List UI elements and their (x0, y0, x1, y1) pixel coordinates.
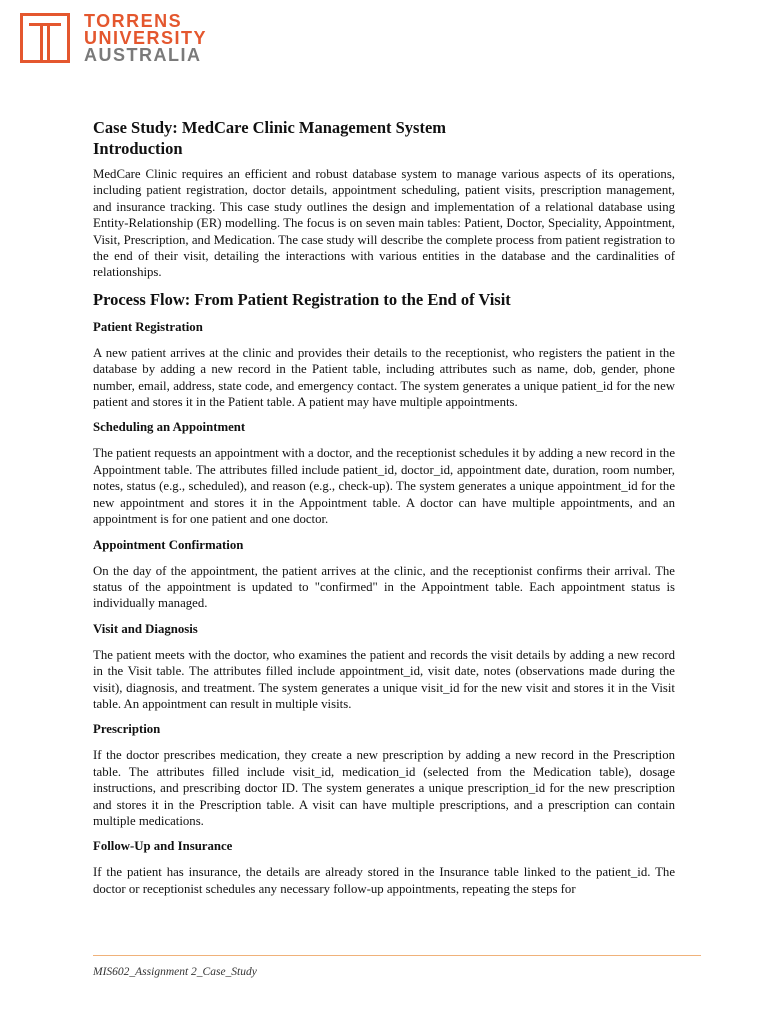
document-title: Case Study: MedCare Clinic Management System (93, 118, 447, 137)
intro-paragraph: MedCare Clinic requires an efficient and robust database system to manage various aspects of its operations, including patient registration, doctor details, appointment scheduling, patient visits, prescription management, and insurance tracking. This case study outlines the design and implementation of a relational database using Entity-Relationship (ER) modelling. The focus is on seven main tables: Patient, Doctor, Speciality, Appointment, Visit, Prescription, and Medication. The case study will describe the complete process from patient registration to the end of their visit, detailing the interactions with various entities in the database and the cardinalities of relationships. (93, 167, 675, 280)
document-body (93, 117, 675, 897)
torrens-logo-icon (20, 13, 70, 63)
section-heading-visit-diagnosis: Visit and Diagnosis (93, 621, 198, 636)
logo-line-1: TORRENS (84, 11, 183, 31)
logo-line-2: UNIVERSITY (84, 28, 208, 48)
section-heading-prescription: Prescription (93, 722, 161, 737)
section-heading-confirmation: Appointment Confirmation (93, 537, 244, 552)
university-logo (20, 13, 207, 64)
process-flow-heading: Process Flow: From Patient Registration to the End of Visit (93, 289, 511, 309)
section-text-prescription: If the doctor prescribes medication, they create a new prescription by adding a new record in the Prescription table. The attributes filled include visit_id, medication_id (selected from the Medication table), dosage instructions, and prescribing doctor ID. The system generates a unique prescription_id for the new prescription and stores it in the Prescription table. A visit can have multiple prescriptions, and a prescription can contain multiple medications. (93, 748, 675, 828)
section-text-visit-diagnosis: The patient meets with the doctor, who examines the patient and records the visit details by adding a new record in the Visit table. The attributes filled include appointment_id, visit date, notes (observations made during the visit), diagnosis, and treatment. The system generates a unique visit_id for the new visit and stores it in the Visit table. An appointment can result in multiple visits. (93, 647, 675, 711)
section-text-patient-registration: A new patient arrives at the clinic and provides their details to the receptionist, who registers the patient in the database by adding a new record in the Patient table, including attributes such as name, dob, gender, phone number, email, address, state code, and emergency contact. The system generates a unique patient_id for the new patient and stores it in the Patient table. A patient may have multiple appointments. (93, 345, 675, 410)
intro-heading: Introduction (93, 139, 183, 158)
logo-wordmark (84, 13, 207, 64)
footer-divider (93, 955, 701, 956)
section-heading-patient-registration: Patient Registration (93, 319, 203, 334)
section-heading-scheduling: Scheduling an Appointment (93, 420, 246, 435)
section-text-follow-up-insurance: If the patient has insurance, the details are already stored in the Insurance table linked to the patient_id. The doctor or receptionist schedules any necessary follow-up appointments, repeating the steps for (93, 865, 675, 896)
logo-line-3: AUSTRALIA (84, 45, 202, 65)
section-text-confirmation: On the day of the appointment, the patient arrives at the clinic, and the receptionist confirms their arrival. The status of the appointment is updated to "confirmed" in the Appointment table. Each appointment status is individually managed. (93, 563, 675, 611)
footer-label: MIS602_Assignment 2_Case_Study (93, 966, 257, 978)
section-heading-follow-up-insurance: Follow-Up and Insurance (93, 839, 233, 854)
section-text-scheduling: The patient requests an appointment with a doctor, and the receptionist schedules it by adding a new record in the Appointment table. The attributes filled include patient_id, doctor_id, appointment date, duration, room number, notes, status (e.g., scheduled), and reason (e.g., check-up). The system generates a unique appointment_id for the new appointment and stores it in the Appointment table. A doctor can have multiple appointments, and an appointment is for one patient and one doctor. (93, 446, 675, 527)
